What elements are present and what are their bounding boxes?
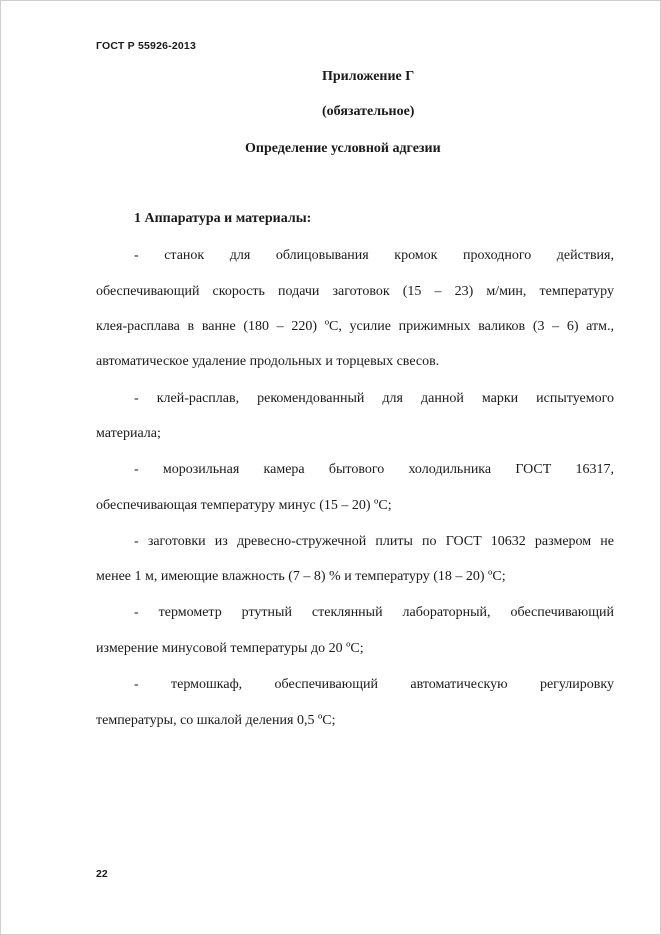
text-line: обеспечивающая температуру минус (15 – 20) ºС; <box>96 498 392 513</box>
appendix-heading: Определение условной адгезии <box>245 141 441 156</box>
section-subheading: 1 Аппаратура и материалы: <box>134 211 312 226</box>
text-line: - морозильная камера бытового холодильника ГОСТ 16317, <box>134 462 614 477</box>
text-line: - клей-расплав, рекомендованный для данной марки испытуемого <box>134 391 614 406</box>
text-line: измерение минусовой температуры до 20 ºС; <box>96 641 364 656</box>
text-line: температуры, со шкалой деления 0,5 ºС; <box>96 713 336 728</box>
text-line: - термометр ртутный стеклянный лабораторный, обеспечивающий <box>134 605 614 620</box>
text-line: клея-расплава в ванне (180 – 220) ºС, усилие прижимных валиков (3 – 6) атм., <box>96 319 614 334</box>
appendix-status: (обязательное) <box>322 104 415 119</box>
page-number: 22 <box>96 868 108 880</box>
text-line: - заготовки из древесно-стружечной плиты по ГОСТ 10632 размером не <box>134 534 614 549</box>
text-line: - термошкаф, обеспечивающий автоматическую регулировку <box>134 677 614 692</box>
text-line: автоматическое удаление продольных и торцевых свесов. <box>96 354 440 369</box>
text-line: обеспечивающий скорость подачи заготовок (15 – 23) м/мин, температуру <box>96 284 614 299</box>
appendix-title: Приложение Г <box>322 69 415 84</box>
text-line: менее 1 м, имеющие влажность (7 – 8) % и температуру (18 – 20) ºС; <box>96 569 506 584</box>
document-id: ГОСТ Р 55926-2013 <box>96 40 197 52</box>
text-line: - станок для облицовывания кромок проходного действия, <box>134 248 614 263</box>
text-line: материала; <box>96 426 161 441</box>
